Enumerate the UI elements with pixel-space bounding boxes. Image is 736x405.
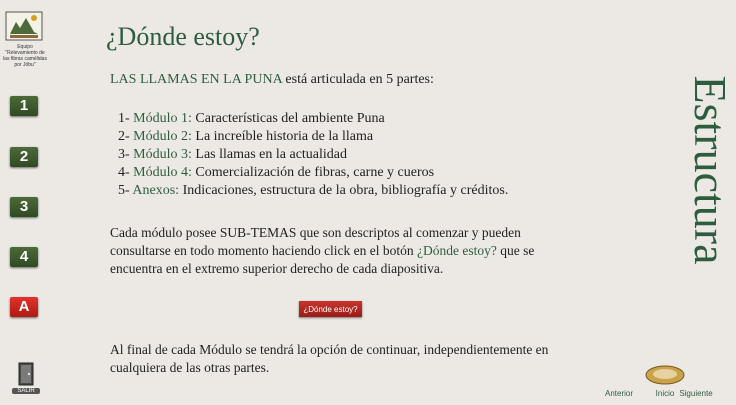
list-item bbox=[118, 146, 508, 164]
list-item bbox=[118, 128, 508, 146]
logo-icon bbox=[4, 8, 44, 44]
intro-text bbox=[110, 72, 434, 88]
description-text-a: Cada módulo posee SUB-TEMAS que son descriptos al comenzar y pueden consultarse en todo momento haciendo click en el botón bbox=[110, 225, 521, 258]
home-label: Inicio bbox=[655, 389, 675, 398]
vertical-title: Estructura bbox=[685, 75, 736, 265]
next-label: Siguiente bbox=[679, 389, 713, 398]
exit-door-icon bbox=[12, 360, 40, 388]
list-item-label: Módulo 2: bbox=[133, 129, 192, 144]
list-item-prefix: 4- bbox=[118, 165, 134, 180]
anexos-button[interactable]: A bbox=[10, 297, 38, 317]
prev-button[interactable] bbox=[600, 378, 638, 400]
next-button[interactable] bbox=[676, 378, 716, 400]
prev-label: Anterior bbox=[604, 389, 633, 398]
intro-rest: está articulada en 5 partes: bbox=[281, 72, 434, 87]
list-item-text: Indicaciones, estructura de la obra, bibliografía y créditos. bbox=[179, 183, 509, 198]
page-title: ¿Dónde estoy? bbox=[106, 22, 260, 51]
list-item-prefix: 2- bbox=[118, 129, 134, 144]
list-item bbox=[118, 164, 508, 182]
donde-estoy-button[interactable]: ¿Dónde estoy? bbox=[299, 301, 362, 317]
module-1-button[interactable]: 1 bbox=[10, 96, 38, 116]
sidebar-caption: Equipo "Relevamiento de las fibras camélidas por Jóbu" bbox=[3, 44, 47, 68]
list-item-prefix: 3- bbox=[118, 147, 134, 162]
sidebar bbox=[0, 0, 50, 405]
list-item-label: Módulo 4: bbox=[133, 165, 192, 180]
list-item-prefix: 5- bbox=[118, 183, 133, 198]
exit-label: SALIR bbox=[12, 388, 40, 394]
module-2-button[interactable]: 2 bbox=[10, 147, 38, 167]
list-item-label: Módulo 3: bbox=[133, 147, 192, 162]
closing-paragraph: Al final de cada Módulo se tendrá la opción de continuar, independientemente en cualquiera de las otras partes. bbox=[110, 342, 549, 375]
list-item-text: Características del ambiente Puna bbox=[191, 111, 385, 126]
description-paragraph bbox=[110, 224, 580, 278]
list-item bbox=[118, 182, 508, 200]
list-item-label: Módulo 1: bbox=[133, 111, 192, 126]
list-item-text: Comercialización de fibras, carne y cueros bbox=[191, 165, 435, 180]
exit-button[interactable] bbox=[12, 360, 40, 396]
list-item-text: Las llamas en la actualidad bbox=[191, 147, 348, 162]
module-3-button[interactable]: 3 bbox=[10, 197, 38, 217]
module-list bbox=[118, 110, 508, 200]
description-text-b: que se encuentra en el extremo superior derecho de cada diapositiva. bbox=[110, 243, 535, 276]
list-item-label: Anexos: bbox=[132, 183, 180, 198]
list-item bbox=[118, 110, 508, 128]
intro-highlight: LAS LLAMAS EN LA PUNA bbox=[110, 72, 282, 87]
list-item-prefix: 1- bbox=[118, 111, 134, 126]
list-item-text: La increíble historia de la llama bbox=[191, 129, 374, 144]
donde-estoy-reference: ¿Dónde estoy? bbox=[417, 243, 497, 258]
module-4-button[interactable]: 4 bbox=[10, 247, 38, 267]
